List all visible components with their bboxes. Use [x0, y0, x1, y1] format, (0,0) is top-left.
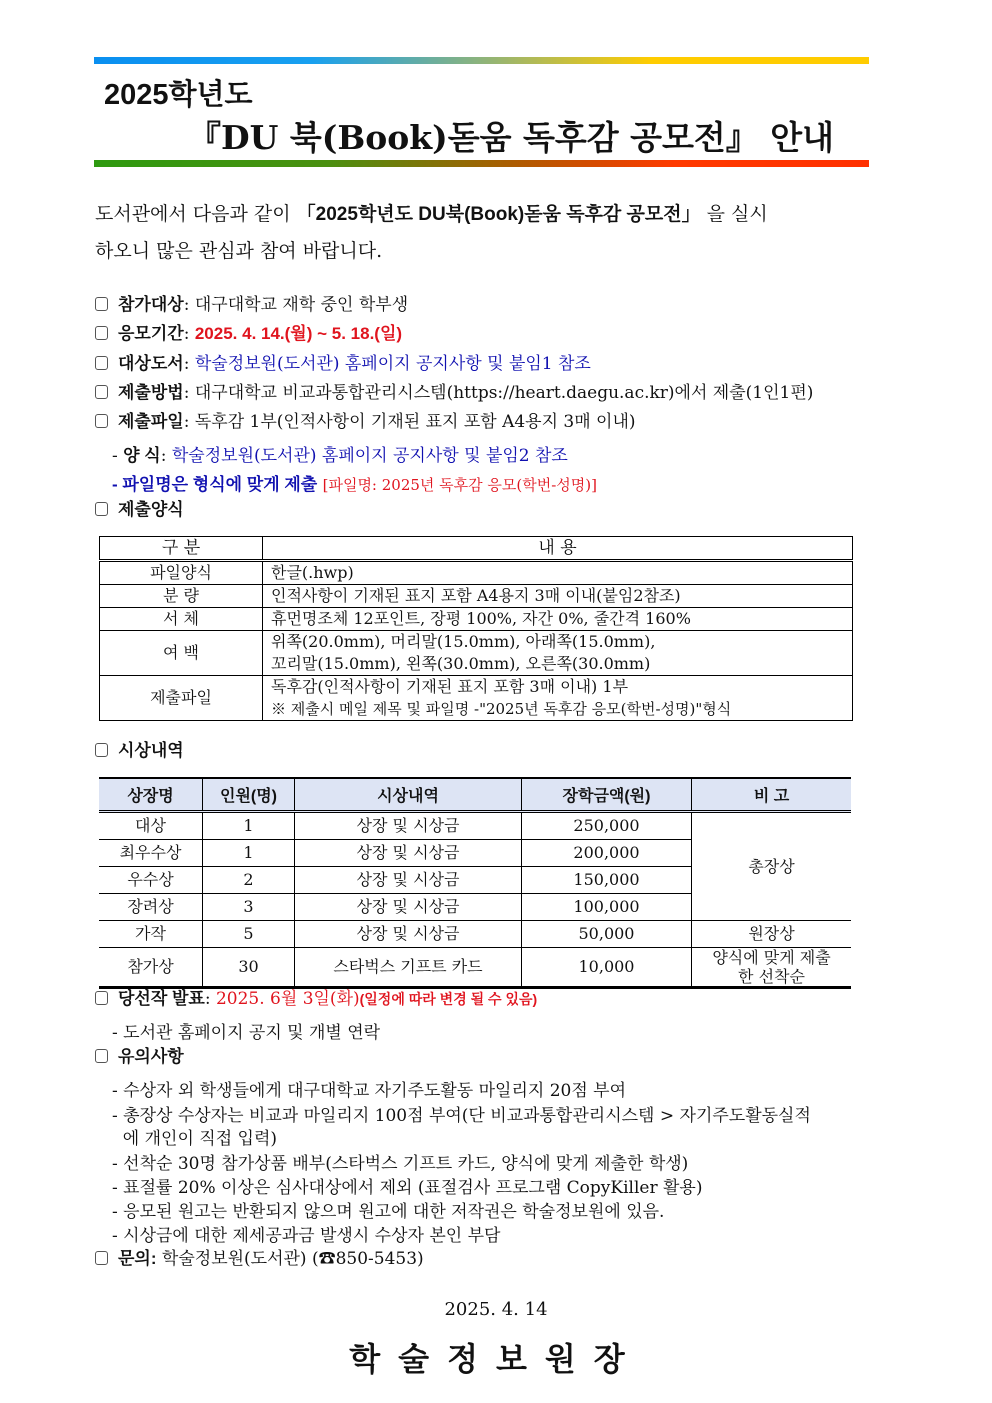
row-key: 여 백 [100, 631, 263, 676]
row-line: ※ 제출시 메일 제목 및 파일명 -"2025년 독후감 응모(학번-성명)"형식 [271, 700, 732, 718]
award-name: 참가상 [99, 948, 203, 988]
item-value: 2025. 4. 14.(월) ~ 5. 18.(일) [194, 324, 403, 343]
item-label: 제출방법 [118, 383, 184, 402]
row-line: 독후감(인적사항이 기재된 표지 포함 3매 이내) 1부 [271, 677, 629, 696]
award-name: 장려상 [99, 894, 203, 921]
award-amount: 250,000 [522, 812, 692, 840]
intro-text: 도서관에서 다음과 같이 [95, 203, 297, 225]
award-count: 5 [203, 921, 295, 948]
table-row [100, 585, 853, 608]
row-key: 제출파일 [100, 676, 263, 721]
item-value: 독후감 1부(인적사항이 기재된 표지 포함 A4용지 3매 이내) [194, 412, 636, 432]
item-label: 문의: [118, 1249, 157, 1268]
contact [95, 1248, 424, 1270]
checkbox-icon [95, 414, 108, 428]
column-header: 인원(명) [203, 778, 295, 812]
item-value: 대구대학교 재학 중인 학부생 [194, 295, 409, 315]
award-detail: 스타벅스 기프트 카드 [295, 948, 522, 988]
row-value [263, 676, 853, 721]
section-heading: 제출양식 [118, 500, 184, 519]
contact-value: 학술정보원(도서관) (☎850-5453) [161, 1249, 424, 1269]
item-label: 참가대상 [118, 295, 184, 314]
top-gradient-bar [94, 57, 869, 64]
announcement-note: (일정에 따라 변경 될 수 있음) [359, 991, 538, 1007]
awards-table [99, 777, 851, 989]
item-value[interactable]: 대구대학교 비교과통합관리시스템(https://heart.daegu.ac.kr)에서 제출(1인1편) [194, 383, 814, 403]
announcement-sub: - 도서관 홈페이지 공지 및 개별 연락 [112, 1023, 381, 1043]
caution-line: - 수상자 외 학생들에게 대구대학교 자기주도활동 마일리지 20점 부여 [112, 1081, 626, 1101]
award-detail: 상장 및 시상금 [295, 867, 522, 894]
award-count: 1 [203, 840, 295, 867]
table-row [99, 921, 851, 948]
table-row [100, 676, 853, 721]
intro-line-1 [95, 199, 768, 226]
table-row [100, 561, 853, 585]
awards-heading [95, 740, 184, 762]
award-amount: 200,000 [522, 840, 692, 867]
checkbox-icon [95, 502, 108, 516]
document-date: 2025. 4. 14 [444, 1299, 548, 1320]
caution-line: - 선착순 30명 참가상품 배부(스타벅스 기프트 카드, 양식에 맞게 제출한 학생) [112, 1154, 689, 1174]
sub-format: - 양 식: 학술정보원(도서관) 홈페이지 공지사항 및 붙임2 참조 [112, 446, 568, 466]
announcement: 당선작 발표: 2025. 6월 3일(화)(일정에 따라 변경 될 수 있음) [95, 988, 537, 1010]
checkbox-icon [95, 297, 108, 311]
item-value: 학술정보원(도서관) 홈페이지 공지사항 및 붙임1 참조 [194, 354, 591, 374]
column-header: 시상내역 [295, 778, 522, 812]
format-table [99, 536, 853, 721]
item-period: 응모기간: 2025. 4. 14.(월) ~ 5. 18.(일) [95, 323, 402, 345]
caution-line: - 응모된 원고는 반환되지 않으며 원고에 대한 저작권은 학술정보원에 있음. [112, 1202, 665, 1222]
row-key: 분 량 [100, 585, 263, 608]
caution-line: - 총장상 수상자는 비교과 마일리지 100점 부여(단 비교과통합관리시스템 > 자기주도활동실적 [112, 1106, 811, 1126]
row-line: 위쪽(20.0mm), 머리말(15.0mm), 아래쪽(15.0mm), [271, 632, 656, 651]
award-name: 대상 [99, 812, 203, 840]
award-detail: 상장 및 시상금 [295, 894, 522, 921]
checkbox-icon [95, 385, 108, 399]
checkbox-icon [95, 1049, 108, 1063]
sub-label: 양 식 [123, 446, 161, 465]
checkbox-icon [95, 743, 108, 757]
award-name: 가작 [99, 921, 203, 948]
format-heading [95, 499, 184, 521]
award-count: 3 [203, 894, 295, 921]
award-count: 1 [203, 812, 295, 840]
award-amount: 150,000 [522, 867, 692, 894]
award-detail: 상장 및 시상금 [295, 921, 522, 948]
item-label: 당선작 발표 [118, 989, 205, 1008]
item-label: 응모기간 [118, 324, 184, 343]
award-detail: 상장 및 시상금 [295, 840, 522, 867]
item-method: 제출방법: 대구대학교 비교과통합관리시스템(https://heart.daegu.ac.kr)에서 제출(1인1편) [95, 382, 813, 404]
item-label: 제출파일 [118, 412, 184, 431]
award-amount: 100,000 [522, 894, 692, 921]
intro-line-2: 하오니 많은 관심과 참여 바랍니다. [95, 240, 383, 262]
caution-line: 에 개인이 직접 입력) [112, 1129, 278, 1149]
bottom-gradient-bar [94, 160, 869, 167]
row-value: 한글(.hwp) [263, 561, 853, 585]
award-detail: 상장 및 시상금 [295, 812, 522, 840]
sub-value: 학술정보원(도서관) 홈페이지 공지사항 및 붙임2 참조 [171, 446, 568, 466]
caution-line: - 시상금에 대한 제세공과금 발생시 수상자 본인 부담 [112, 1226, 501, 1246]
award-remark: 양식에 맞게 제출한 선착순 [692, 948, 852, 988]
filename-rule: - 파일명은 형식에 맞게 제출 [112, 475, 318, 494]
table-row [99, 812, 851, 840]
row-value: 휴먼명조체 12포인트, 장평 100%, 자간 0%, 줄간격 160% [263, 608, 853, 631]
announcement-date: 2025. 6월 3일(화) [215, 989, 360, 1009]
sub-filename [112, 470, 597, 495]
award-count: 30 [203, 948, 295, 988]
award-name: 최우수상 [99, 840, 203, 867]
column-header: 비 고 [692, 778, 852, 812]
section-heading: 시상내역 [118, 741, 184, 760]
column-header: 장학금액(원) [522, 778, 692, 812]
caution-line: - 표절률 20% 이상은 심사대상에서 제외 (표절검사 프로그램 CopyKiller 활용) [112, 1178, 703, 1198]
award-amount: 50,000 [522, 921, 692, 948]
table-row [100, 631, 853, 676]
column-header: 내 용 [263, 537, 853, 561]
award-count: 2 [203, 867, 295, 894]
checkbox-icon [95, 991, 108, 1005]
row-line: 꼬리말(15.0mm), 왼쪽(30.0mm), 오른쪽(30.0mm) [271, 654, 651, 673]
column-header: 상장명 [99, 778, 203, 812]
checkbox-icon [95, 1251, 108, 1265]
award-remark: 총장상 [692, 812, 852, 921]
award-remark: 원장상 [692, 921, 852, 948]
checkbox-icon [95, 356, 108, 370]
item-books: 대상도서: 학술정보원(도서관) 홈페이지 공지사항 및 붙임1 참조 [95, 353, 591, 375]
award-amount: 10,000 [522, 948, 692, 988]
row-value [263, 631, 853, 676]
item-label: 대상도서 [118, 354, 184, 373]
signature: 학술정보원장 [349, 1341, 643, 1377]
row-value: 인적사항이 기재된 표지 포함 A4용지 3매 이내(붙임2참조) [263, 585, 853, 608]
cautions-heading [95, 1046, 184, 1068]
table-row [99, 948, 851, 988]
section-heading: 유의사항 [118, 1047, 184, 1066]
item-participants: 참가대상: 대구대학교 재학 중인 학부생 [95, 294, 408, 316]
year-title: 2025학년도 [104, 79, 253, 111]
award-name: 우수상 [99, 867, 203, 894]
row-key: 파일양식 [100, 561, 263, 585]
intro-text-end: 을 실시 [700, 203, 768, 225]
page-title: 『DU 북(Book)돋움 독후감 공모전』 안내 [188, 118, 835, 157]
intro-contest-name: 「2025학년도 DU북(Book)돋움 독후감 공모전」 [296, 204, 701, 225]
filename-example: [파일명: 2025년 독후감 응모(학번-성명)] [322, 476, 597, 494]
table-row [100, 608, 853, 631]
checkbox-icon [95, 326, 108, 340]
row-key: 서 체 [100, 608, 263, 631]
item-file: 제출파일: 독후감 1부(인적사항이 기재된 표지 포함 A4용지 3매 이내) [95, 411, 636, 433]
column-header: 구 분 [100, 537, 263, 561]
